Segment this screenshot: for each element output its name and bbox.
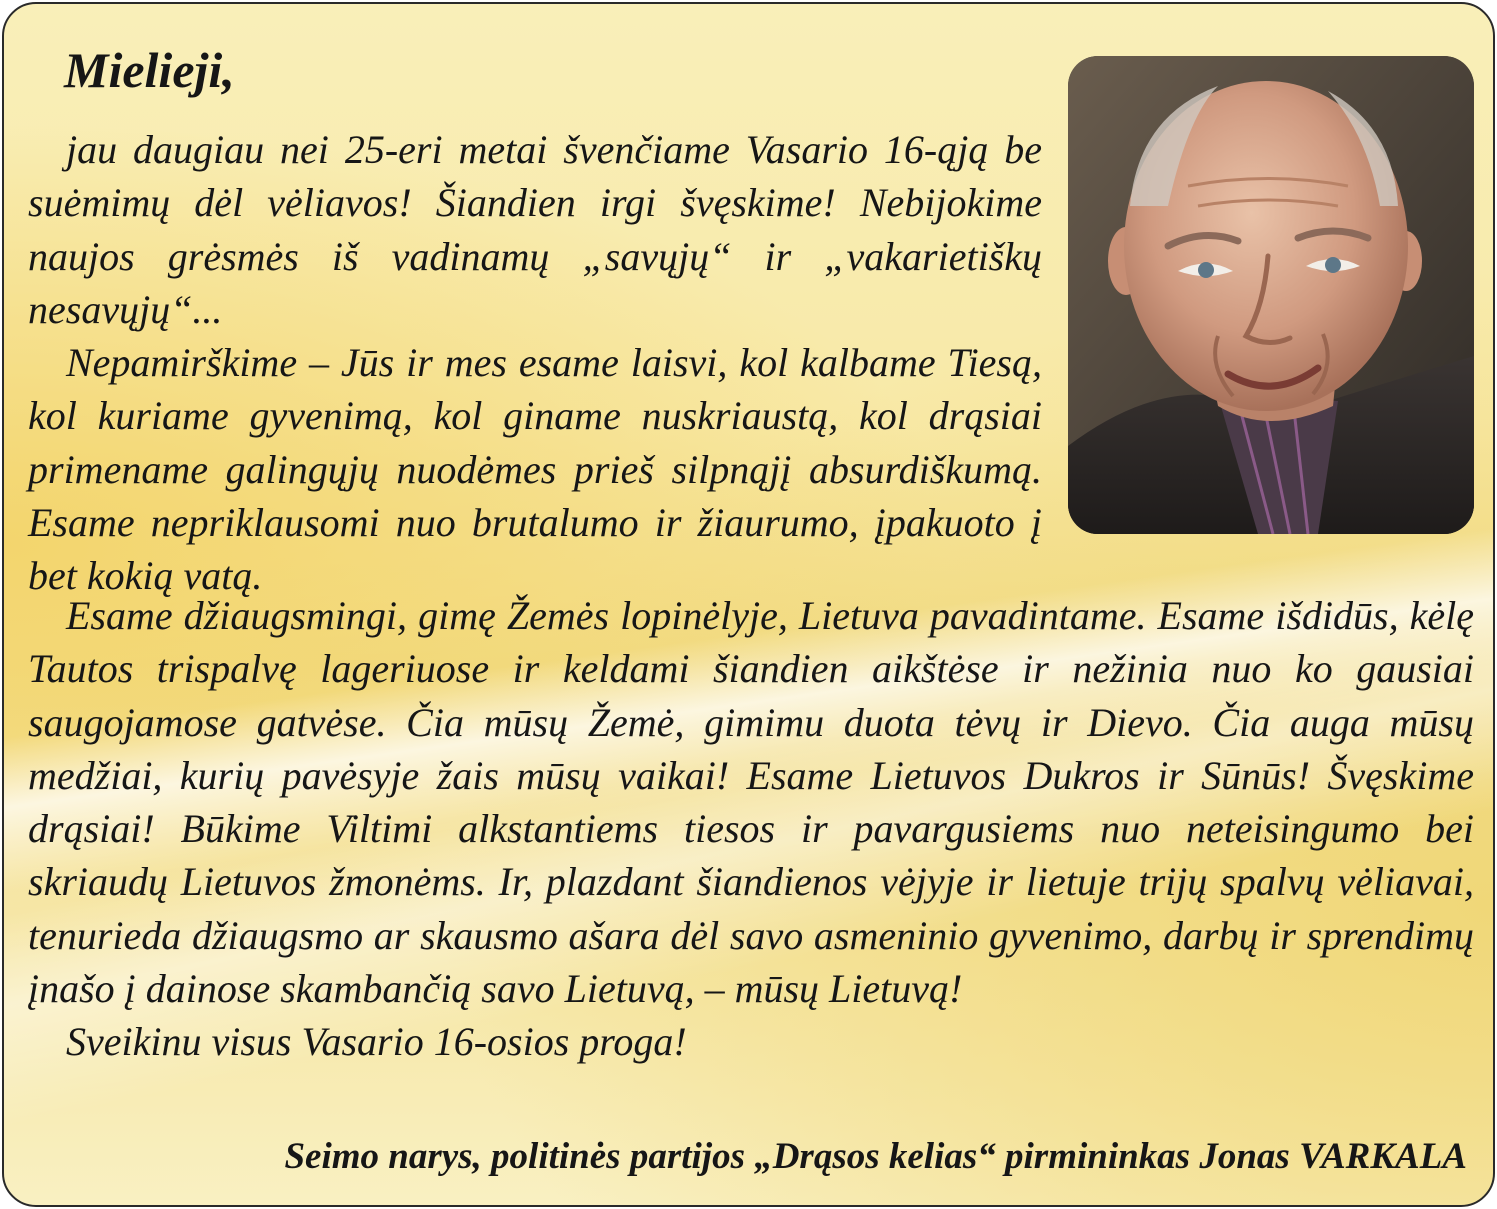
greeting-heading: Mielieji, bbox=[64, 42, 235, 98]
closing-line: Sveikinu visus Vasario 16-osios proga! bbox=[66, 1019, 687, 1065]
letter-body-bottom bbox=[28, 589, 1474, 1069]
signature: Seimo narys, politinės partijos „Drąsos kelias“ pirmininkas Jonas VARKALA bbox=[284, 1136, 1467, 1177]
letter-body-top bbox=[28, 123, 1042, 603]
portrait-illustration bbox=[1068, 56, 1474, 534]
paragraph: jau daugiau nei 25-eri metai švenčiame Vasario 16-ąją be suėmimų dėl vėliavos! Šiandien irgi švęskime! Nebijokime naujos grėsmės iš vadinamų „savųjų“ ir „vakarietiškų nesavųjų“... bbox=[28, 127, 1042, 332]
paragraph: Nepamirškime – Jūs ir mes esame laisvi, kol kalbame Tiesą, kol kuriame gyvenimą, kol giname nuskriaustą, kol drąsiai primename galingųjų nuodėmes prieš silpnąjį absurdiškumą. Esame nepriklausomi nuo brutalumo ir žiaurumo, įpakuoto į bet kokią vatą. bbox=[28, 340, 1042, 599]
paragraph: Esame džiaugsmingi, gimę Žemės lopinėlyje, Lietuva pavadintame. Esame išdidūs, kėlę Tautos trispalvę lageriuose ir keldami šiandien aikštėse ir nežinia nuo ko gausiai saugojamose gatvėse. Čia mūsų Žemė, gimimu duota tėvų ir Dievo. Čia auga mūsų medžiai, kurių pavėsyje žais mūsų vaikai! Esame Lietuvos Dukros ir Sūnūs! Švęskime drąsiai! Būkime Viltimi alkstantiems tiesos ir pavargusiems nuo neteisingumo bei skriaudų Lietuvos žmonėms. Ir, plazdant šiandienos vėjyje ir lietuje trijų spalvų vėliavai, tenurieda džiaugsmo ar skausmo ašara dėl savo asmeninio gyvenimo, darbų ir sprendimų įnašo į dainose skambančią savo Lietuvą, – mūsų Lietuvą! bbox=[28, 593, 1474, 1012]
greeting-card bbox=[2, 2, 1495, 1207]
portrait-photo bbox=[1068, 56, 1474, 534]
